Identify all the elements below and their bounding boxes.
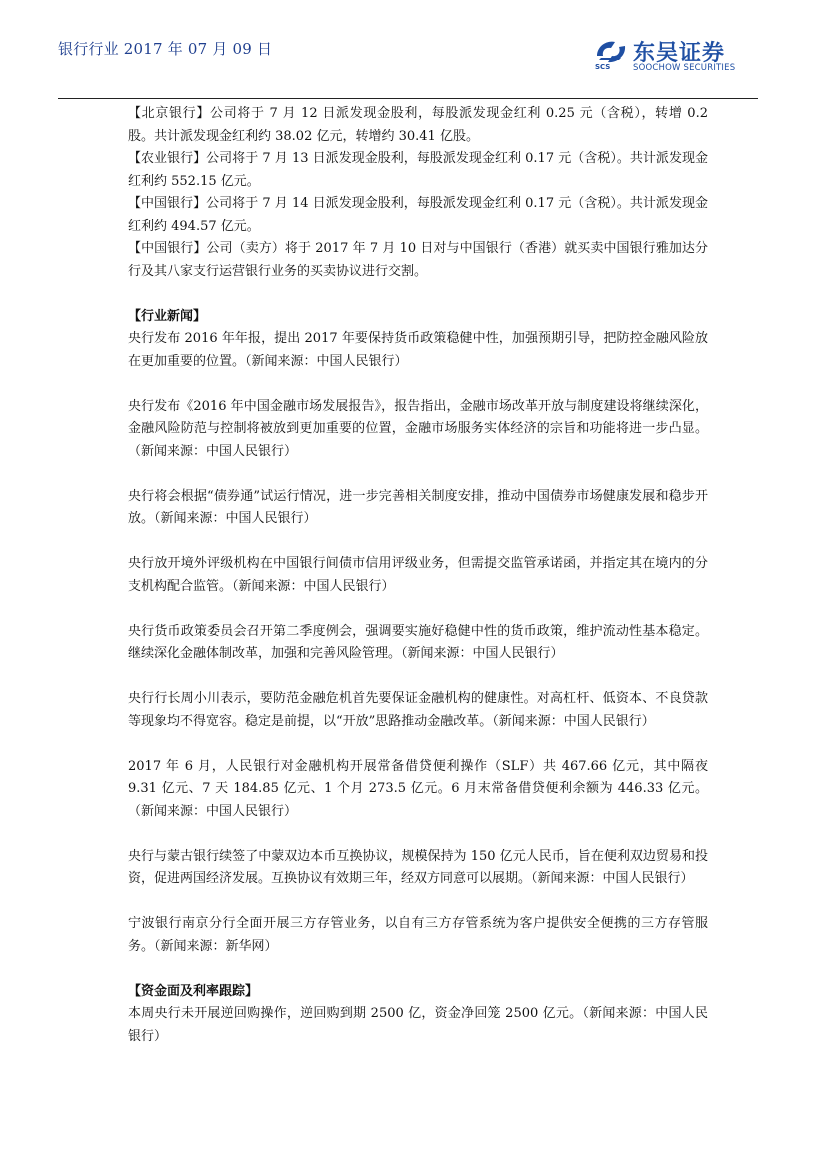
announcement-item: 【农业银行】公司将于 7 月 13 日派发现金股利，每股派发现金红利 0.17 元（含税）。共计派发现金红利约 552.15 亿元。: [128, 151, 708, 189]
logo-english-name: SOOCHOW SECURITIES: [633, 63, 736, 73]
news-item: 宁波银行南京分行全面开展三方存管业务，以自有三方存管系统为客户提供安全便携的三方存管服务。（新闻来源：新华网）: [128, 916, 708, 954]
news-item: 央行行长周小川表示，要防范金融危机首先要保证金融机构的健康性。对高杠杆、低资本、不良贷款等现象均不得宽容。稳定是前提，以“开放”思路推动金融改革。（新闻来源：中国人民银行）: [128, 691, 708, 729]
announcement-item: 【中国银行】公司（卖方）将于 2017 年 7 月 10 日对与中国银行（香港）就买卖中国银行雅加达分行及其八家支行运营银行业务的买卖协议进行交割。: [128, 241, 708, 279]
announcement-item: 【北京银行】公司将于 7 月 12 日派发现金股利，每股派发现金红利 0.25 元（含税），转增 0.2 股。共计派发现金红利约 38.02 亿元，转增约 30.41 亿股。: [128, 106, 708, 144]
soochow-logo: [593, 36, 758, 76]
report-title: 银行行业 2017 年 07 月 09 日: [58, 40, 273, 58]
header-divider: [58, 98, 758, 99]
logo-tag: SCS: [595, 63, 611, 71]
report-body: [128, 103, 708, 1048]
news-item: 央行发布《2016 年中国金融市场发展报告》，报告指出，金融市场改革开放与制度建设将继续深化，金融风险防范与控制将被放到更加重要的位置，金融市场服务实体经济的宗旨和功能将进一步凸显。（新闻来源：中国人民银行）: [128, 398, 708, 459]
news-item: 央行货币政策委员会召开第二季度例会，强调要实施好稳健中性的货币政策，维护流动性基本稳定。继续深化金融体制改革，加强和完善风险管理。（新闻来源：中国人民银行）: [128, 623, 708, 661]
announcement-item: 【中国银行】公司将于 7 月 14 日派发现金股利，每股派发现金红利 0.17 元（含税）。共计派发现金红利约 494.57 亿元。: [128, 196, 708, 234]
industry-news-heading: 【行业新闻】: [128, 308, 207, 324]
logo-chinese-name: 东吴证券: [633, 41, 726, 66]
news-item: 央行发布 2016 年年报，提出 2017 年要保持货币政策稳健中性，加强预期引导，把防控金融风险放在更加重要的位置。（新闻来源：中国人民银行）: [128, 331, 708, 369]
news-item: 央行将会根据“债券通”试运行情况，进一步完善相关制度安排，推动中国债券市场健康发展和稳步开放。（新闻来源：中国人民银行）: [128, 488, 708, 526]
funding-heading: 【资金面及利率跟踪】: [128, 983, 259, 999]
page-header: [58, 36, 758, 100]
funding-text: 本周央行未开展逆回购操作，逆回购到期 2500 亿，资金净回笼 2500 亿元。（新闻来源：中国人民银行）: [128, 1006, 708, 1044]
news-item: 央行放开境外评级机构在中国银行间债市信用评级业务，但需提交监管承诺函，并指定其在境内的分支机构配合监管。（新闻来源：中国人民银行）: [128, 556, 708, 594]
news-item: 2017 年 6 月，人民银行对金融机构开展常备借贷便利操作（SLF）共 467.66 亿元，其中隔夜 9.31 亿元、7 天 184.85 亿元、1 个月 273.5 亿元。6 月末常备借贷便利余额为 446.33 亿元。（新闻来源：中国人民银行）: [128, 758, 708, 819]
news-item: 央行与蒙古银行续签了中蒙双边本币互换协议，规模保持为 150 亿元人民币，旨在便利双边贸易和投资，促进两国经济发展。互换协议有效期三年，经双方同意可以展期。（新闻来源：中国人民银行）: [128, 848, 708, 886]
